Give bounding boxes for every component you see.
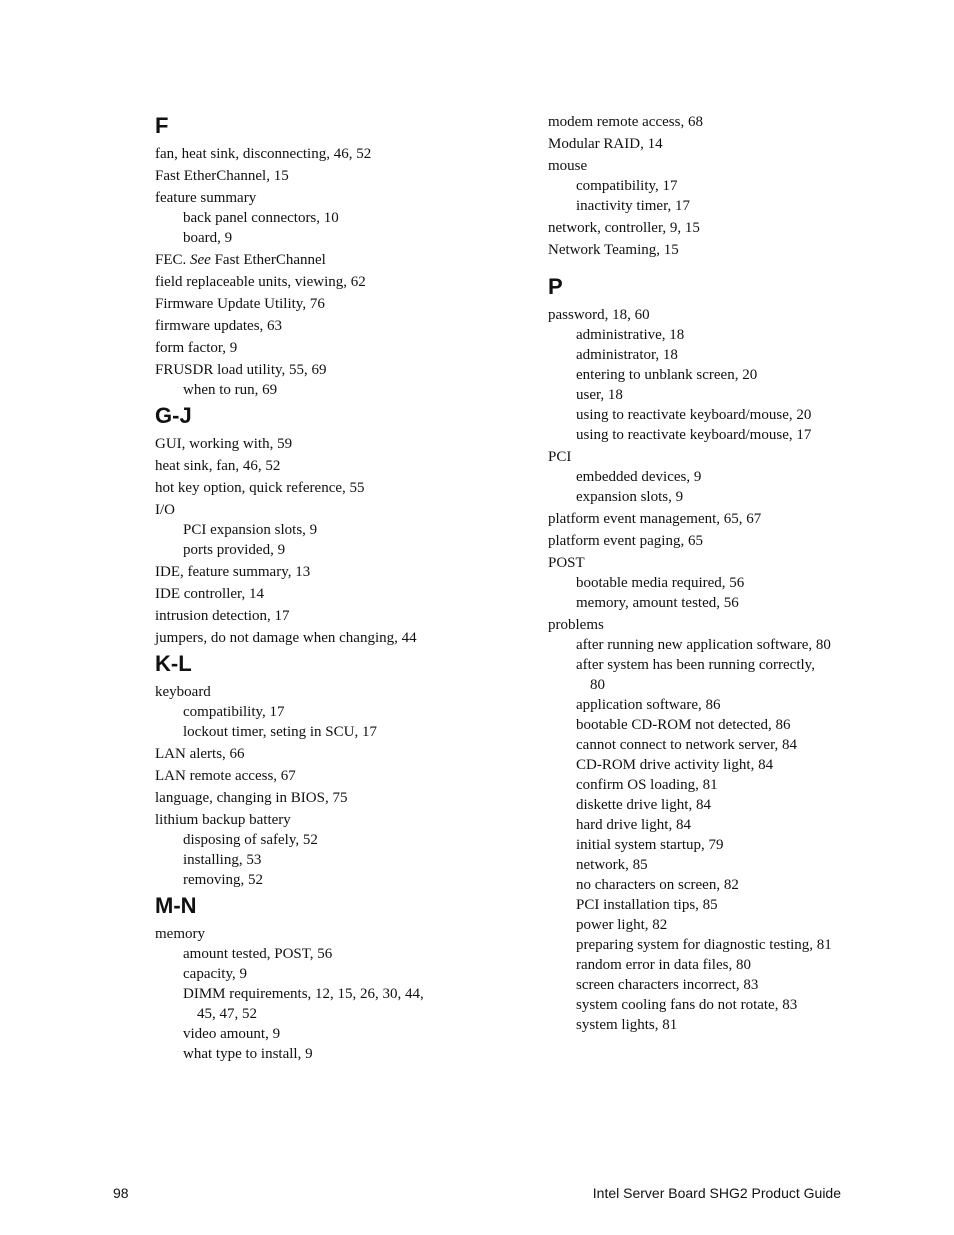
index-subentry: CD-ROM drive activity light, 84 [576,757,774,773]
index-entry [155,500,515,560]
index-entry [155,188,515,248]
index-entry: fan, heat sink, disconnecting, 46, 52 [155,146,372,162]
index-entry-text: FRUSDR load utility, 55, 69 [155,362,327,378]
index-column-left [155,110,515,1066]
index-column-right [548,112,868,1037]
index-subentry: inactivity timer, 17 [576,198,690,214]
index-entry: platform event management, 65, 67 [548,511,762,527]
index-entry-text: I/O [155,502,175,518]
index-entry-text: PCI [548,449,572,465]
index-entry-text: lithium backup battery [155,812,291,828]
index-subentry: user, 18 [576,387,623,403]
index-subentry: board, 9 [183,230,233,246]
index-subentry: after running new application software, 80 [576,637,831,653]
index-subentry: screen characters incorrect, 83 [576,977,759,993]
index-subentry: what type to install, 9 [183,1046,313,1062]
index-subentry: network, 85 [576,857,648,873]
index-entry: IDE, feature summary, 13 [155,564,311,580]
index-subentry: when to run, 69 [183,382,278,398]
index-entry: modem remote access, 68 [548,114,703,130]
section-heading-g-j: G-J [155,403,192,428]
index-subentry: expansion slots, 9 [576,489,684,505]
index-subentry: PCI installation tips, 85 [576,897,718,913]
index-subentry: initial system startup, 79 [576,837,724,853]
index-entry-text: feature summary [155,190,257,206]
index-subentry: random error in data files, 80 [576,957,751,973]
see-term: FEC. [155,252,187,268]
index-subentry: video amount, 9 [183,1026,281,1042]
see-target: Fast EtherChannel [214,252,326,268]
index-subentry: lockout timer, seting in SCU, 17 [183,724,377,740]
index-entry: GUI, working with, 59 [155,436,293,452]
index-entry: hot key option, quick reference, 55 [155,480,365,496]
document-title: Intel Server Board SHG2 Product Guide [592,1185,841,1201]
index-entry-text: POST [548,555,585,571]
index-subentry: embedded devices, 9 [576,469,702,485]
index-subentry: bootable media required, 56 [576,575,745,591]
index-entry [155,682,515,742]
index-subentry: administrator, 18 [576,347,678,363]
index-entry: Firmware Update Utility, 76 [155,296,325,312]
index-entry: platform event paging, 65 [548,533,703,549]
index-subentry: installing, 53 [183,852,262,868]
index-entry: firmware updates, 63 [155,318,283,334]
section-heading-m-n: M-N [155,893,197,918]
index-subentry: application software, 86 [576,697,721,713]
index-entry: IDE controller, 14 [155,586,264,602]
index-entry: intrusion detection, 17 [155,608,290,624]
index-subentry-text: DIMM requirements, 12, 15, 26, 30, 44, [183,986,424,1002]
index-subentry: confirm OS loading, 81 [576,777,718,793]
index-subentry: back panel connectors, 10 [183,210,339,226]
index-subentry [548,655,868,695]
index-entry: language, changing in BIOS, 75 [155,790,348,806]
index-entry [155,360,515,400]
index-entry [548,156,868,216]
index-entry: jumpers, do not damage when changing, 44 [155,630,417,646]
index-entry [155,924,515,1064]
index-subentry: power light, 82 [576,917,668,933]
index-entry [155,810,515,890]
index-subentry-text: after system has been running correctly, [576,657,815,673]
index-subentry: capacity, 9 [183,966,247,982]
index-entry [548,305,868,445]
index-subentry: no characters on screen, 82 [576,877,739,893]
index-subentry: hard drive light, 84 [576,817,691,833]
index-subentry: bootable CD-ROM not detected, 86 [576,717,791,733]
index-subentry [155,984,515,1024]
index-entry-text: memory [155,926,205,942]
index-entry: Network Teaming, 15 [548,242,679,258]
index-subentry: using to reactivate keyboard/mouse, 17 [576,427,812,443]
index-subentry: compatibility, 17 [183,704,285,720]
section-heading-f: F [155,113,169,138]
index-subentry: memory, amount tested, 56 [576,595,739,611]
index-subentry: preparing system for diagnostic testing, 81 [576,937,832,953]
index-subentry: disposing of safely, 52 [183,832,318,848]
index-subentry: diskette drive light, 84 [576,797,711,813]
index-subentry: entering to unblank screen, 20 [576,367,758,383]
index-entry [548,615,868,1035]
index-entry-text: problems [548,617,604,633]
section-heading-k-l: K-L [155,651,192,676]
index-entry: Fast EtherChannel, 15 [155,168,289,184]
index-entry: heat sink, fan, 46, 52 [155,458,281,474]
index-entry-see-reference [155,250,515,270]
index-entry: field replaceable units, viewing, 62 [155,274,366,290]
section-heading-p: P [548,274,563,299]
index-entry [548,447,868,507]
index-subentry: ports provided, 9 [183,542,286,558]
index-entry [548,553,868,613]
index-subentry-continuation: 45, 47, 52 [197,1006,257,1022]
index-subentry: amount tested, POST, 56 [183,946,333,962]
index-entry-text: keyboard [155,684,211,700]
index-subentry: PCI expansion slots, 9 [183,522,318,538]
index-entry: form factor, 9 [155,340,238,356]
index-entry-text: password, 18, 60 [548,307,650,323]
index-subentry-continuation: 80 [590,677,605,693]
index-subentry: system cooling fans do not rotate, 83 [576,997,798,1013]
see-label: See [190,252,211,268]
index-subentry: using to reactivate keyboard/mouse, 20 [576,407,812,423]
index-subentry: system lights, 81 [576,1017,678,1033]
index-subentry: cannot connect to network server, 84 [576,737,797,753]
page-number: 98 [113,1185,129,1201]
index-entry: LAN alerts, 66 [155,746,245,762]
index-subentry: removing, 52 [183,872,263,888]
index-entry: LAN remote access, 67 [155,768,296,784]
index-subentry: compatibility, 17 [576,178,678,194]
index-entry-text: mouse [548,158,588,174]
index-subentry: administrative, 18 [576,327,685,343]
index-entry: network, controller, 9, 15 [548,220,700,236]
index-entry: Modular RAID, 14 [548,136,663,152]
